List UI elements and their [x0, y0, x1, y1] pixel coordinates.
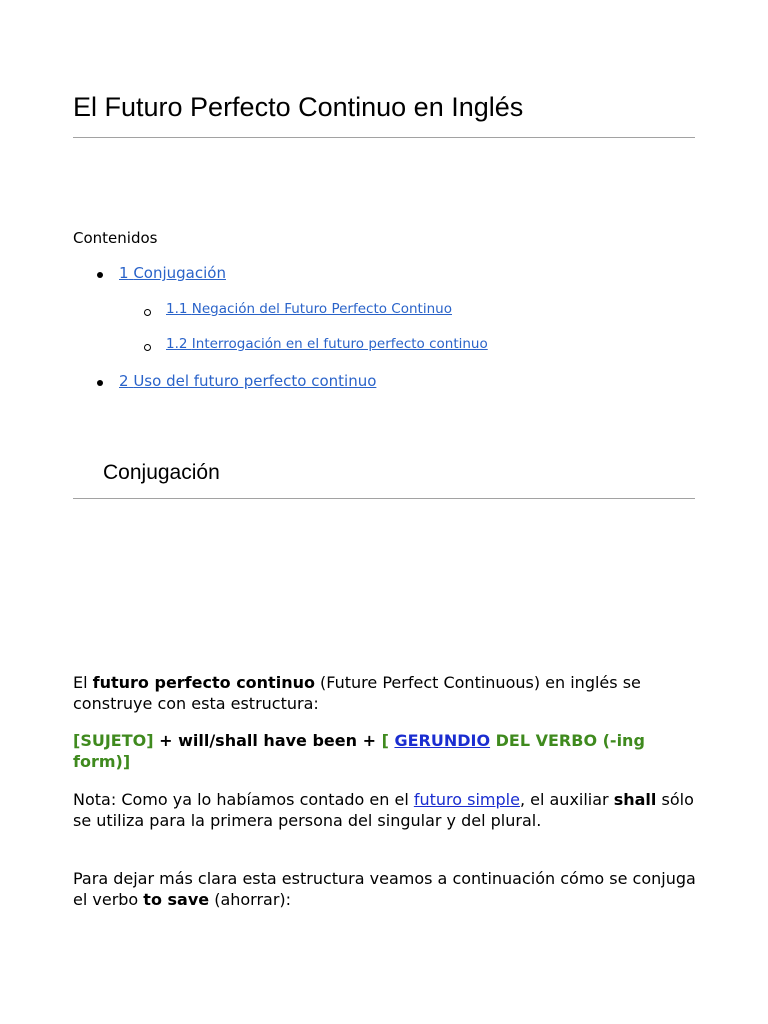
toc-label: Conjugación	[133, 264, 226, 282]
note-text: Nota: Como ya lo habíamos contado en el	[73, 790, 414, 809]
bullet-disc-icon	[97, 272, 103, 278]
toc-item-uso[interactable]	[119, 372, 376, 390]
toc-item-negacion[interactable]	[166, 301, 452, 317]
toc-link[interactable]	[166, 336, 488, 352]
formula-open-bracket: [	[381, 731, 395, 750]
toc-label: Uso del futuro perfecto continuo	[133, 372, 377, 390]
note-paragraph	[73, 790, 703, 831]
toc-item-conjugacion[interactable]	[119, 264, 226, 282]
toc-label: Negación del Futuro Perfecto Continuo	[191, 301, 452, 317]
bullet-circle-icon	[144, 309, 151, 316]
gerundio-link[interactable]: GERUNDIO	[394, 731, 491, 750]
page-title: El Futuro Perfecto Continuo en Inglés	[73, 92, 524, 122]
formula-aux: + will/shall have been +	[153, 731, 382, 750]
closing-text: Para dejar más clara esta estructura veamos a continuación cómo se conjuga el verbo	[73, 869, 696, 909]
toc-item-interrogacion[interactable]	[166, 336, 488, 352]
bullet-circle-icon	[144, 344, 151, 351]
intro-term: futuro perfecto continuo	[92, 673, 315, 692]
closing-verb: to save	[143, 889, 210, 909]
toc-heading: Contenidos	[73, 229, 158, 247]
toc-link[interactable]	[166, 301, 452, 317]
title-divider	[73, 137, 695, 138]
closing-text: (ahorrar):	[209, 889, 292, 909]
structure-formula	[73, 731, 703, 772]
note-text: sólo se utiliza para la primera persona del singular y del plural.	[73, 790, 694, 830]
toc-label: Interrogación en el futuro perfecto continuo	[191, 336, 488, 352]
intro-text: El	[73, 673, 93, 692]
intro-text: (Future Perfect Continuous) en inglés se construye con esta estructura:	[73, 673, 641, 713]
toc-link[interactable]	[119, 372, 376, 390]
formula-verb-part: DEL VERBO (-ing form)]	[73, 731, 645, 771]
toc-number: 1.2	[166, 336, 188, 352]
toc-number: 1.1	[166, 301, 188, 317]
intro-paragraph	[73, 673, 703, 714]
section-heading: Conjugación	[103, 461, 220, 484]
closing-paragraph	[73, 869, 703, 910]
toc-number: 2	[119, 372, 129, 390]
note-text: , el auxiliar	[519, 790, 614, 809]
toc-number: 1	[119, 264, 129, 282]
futuro-simple-link[interactable]: futuro simple	[413, 790, 520, 809]
toc-link[interactable]	[119, 264, 226, 282]
formula-subject: [SUJETO]	[73, 731, 154, 750]
note-shall: shall	[613, 790, 657, 809]
section-divider	[73, 498, 695, 499]
bullet-disc-icon	[97, 380, 103, 386]
